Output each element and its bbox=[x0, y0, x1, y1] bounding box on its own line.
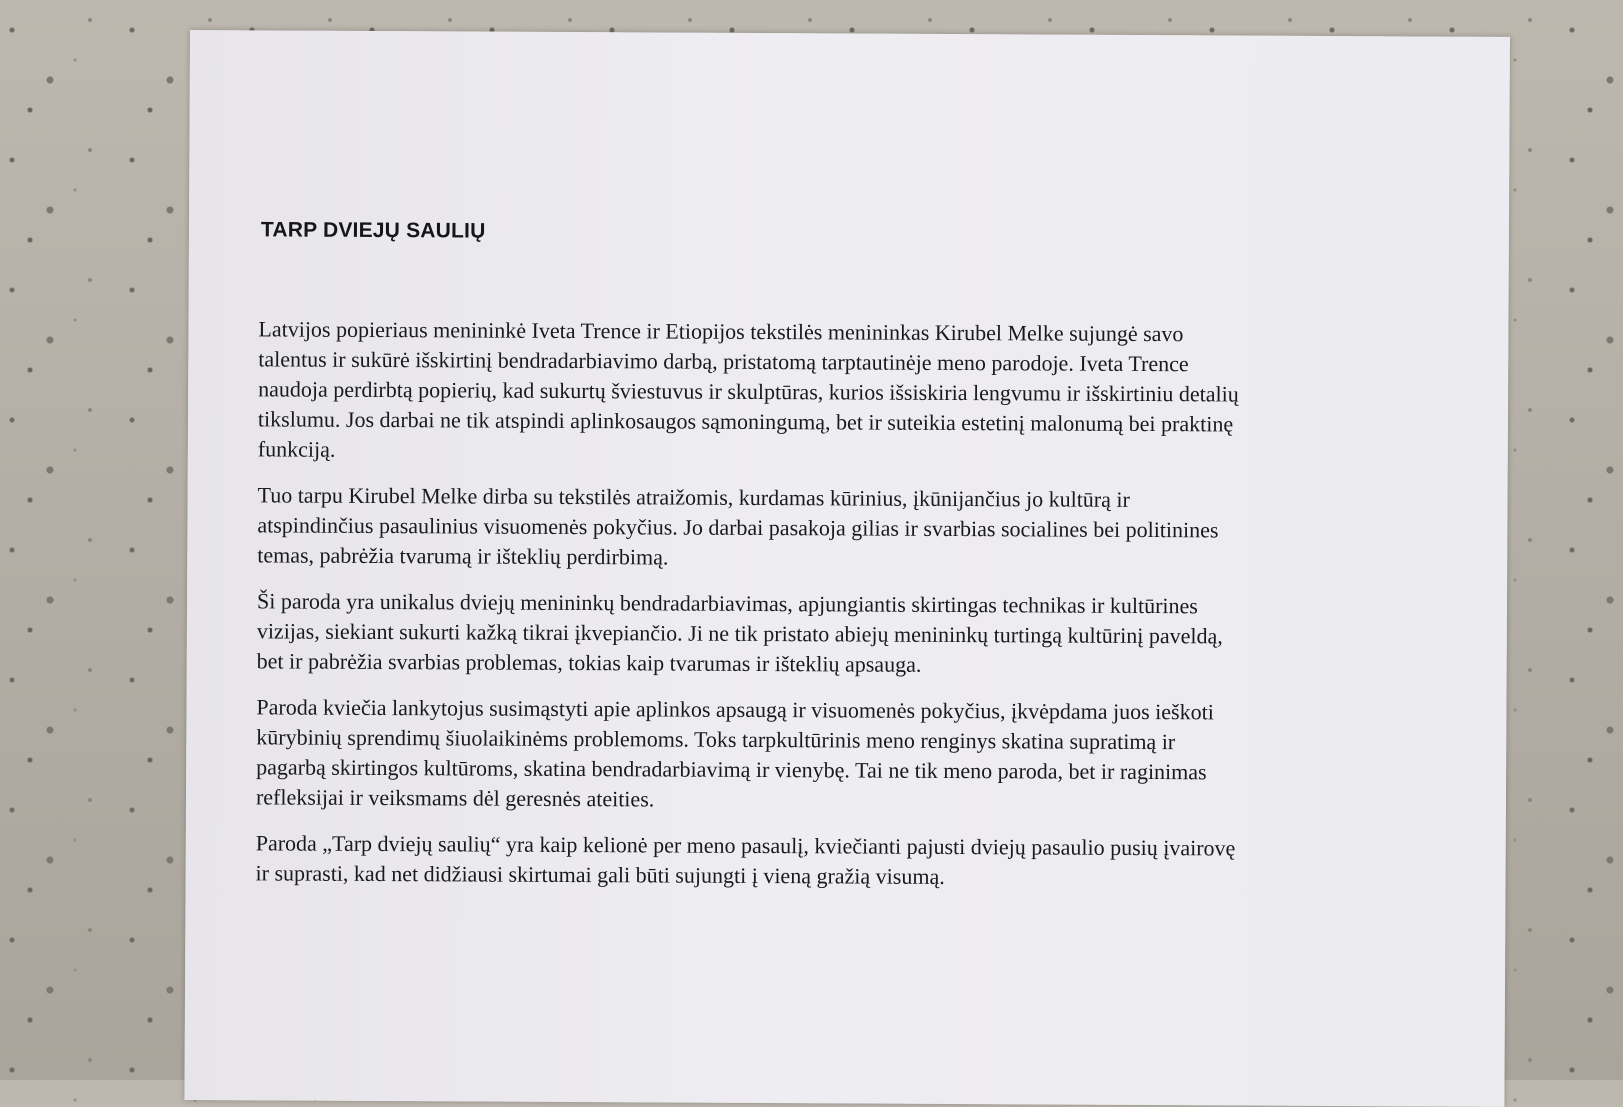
paragraph-line: naudoja perdirbtą popierių, kad sukurtų šviestuvus ir skulptūras, kurios išsiskiria lengvumu ir išskirtiniu detalių bbox=[258, 376, 1239, 407]
paragraph-line: Latvijos popieriaus menininkė Iveta Trence ir Etiopijos tekstilės menininkas Kirubel Melke sujungė savo bbox=[258, 316, 1184, 347]
paragraph-line: Ši paroda yra unikalus dviejų menininkų bendradarbiavimas, apjungiantis skirtingas technikas ir kultūrines bbox=[256, 588, 1198, 619]
paragraph-4 bbox=[256, 692, 1437, 818]
paragraph-line: atspindinčius pasaulinius visuomenės pokyčius. Jo darbai pasakoja gilias ir svarbias socialines bei politinines bbox=[257, 512, 1219, 543]
paragraph-line: talentus ir sukūrė išskirtinį bendradarbiavimo darbą, pristatomą tarptautinėje meno parodoje. Iveta Trence bbox=[258, 346, 1189, 377]
paragraph-line: pagarbą skirtingos kultūroms, skatina bendradarbiavimą ir vienybę. Tai ne tik meno paroda, bet ir raginimas bbox=[256, 754, 1207, 785]
paragraph-line: Paroda kviečia lankytojus susimąstyti apie aplinkos apsaugą ir visuomenės pokyčius, įkvėpdama juos ieškoti bbox=[256, 694, 1214, 725]
paragraph-line: Tuo tarpu Kirubel Melke dirba su tekstilės atraižomis, kurdamas kūrinius, įkūnijančius jo kultūrą ir bbox=[257, 482, 1130, 512]
paragraph-line: vizijas, siekiant sukurti kažką tikrai įkvepiančio. Ji ne tik pristato abiejų menininkų turtingą kultūrinį paveldą, bbox=[256, 618, 1223, 649]
paragraph-line: ir suprasti, kad net didžiausi skirtumai gali būti sujungti į vieną gražią visumą. bbox=[255, 860, 945, 889]
paragraph-line: temas, pabrėžia tvarumą ir išteklių perdirbimą. bbox=[257, 542, 669, 570]
paragraph-1 bbox=[258, 314, 1439, 470]
paragraph-2 bbox=[257, 480, 1437, 576]
paper-sheet bbox=[184, 30, 1510, 1107]
paragraph-line: refleksijai ir veiksmams dėl geresnės ateities. bbox=[255, 784, 655, 812]
paragraph-line: kūrybinių sprendimų šiuolaikinėms problemoms. Toks tarpkultūrinis meno renginys skatina supratimą ir bbox=[256, 724, 1176, 755]
paragraph-line: bet ir pabrėžia svarbias problemas, tokias kaip tvarumas ir išteklių apsauga. bbox=[256, 648, 922, 677]
document-title: TARP DVIEJŲ SAULIŲ bbox=[260, 218, 486, 243]
paragraph-line: Paroda „Tarp dviejų saulių“ yra kaip kelionė per meno pasaulį, kviečianti pajusti dviejų pasaulio pusių įvairovę bbox=[255, 830, 1236, 861]
paragraph-5 bbox=[256, 828, 1436, 894]
paragraph-3 bbox=[257, 586, 1437, 682]
paragraph-line: funkciją. bbox=[257, 436, 336, 462]
document-body bbox=[255, 314, 1438, 910]
paragraph-line: tikslumu. Jos darbai ne tik atspindi aplinkosaugos sąmoningumą, bet ir suteikia estetinį malonumą bei praktinę bbox=[257, 406, 1234, 437]
